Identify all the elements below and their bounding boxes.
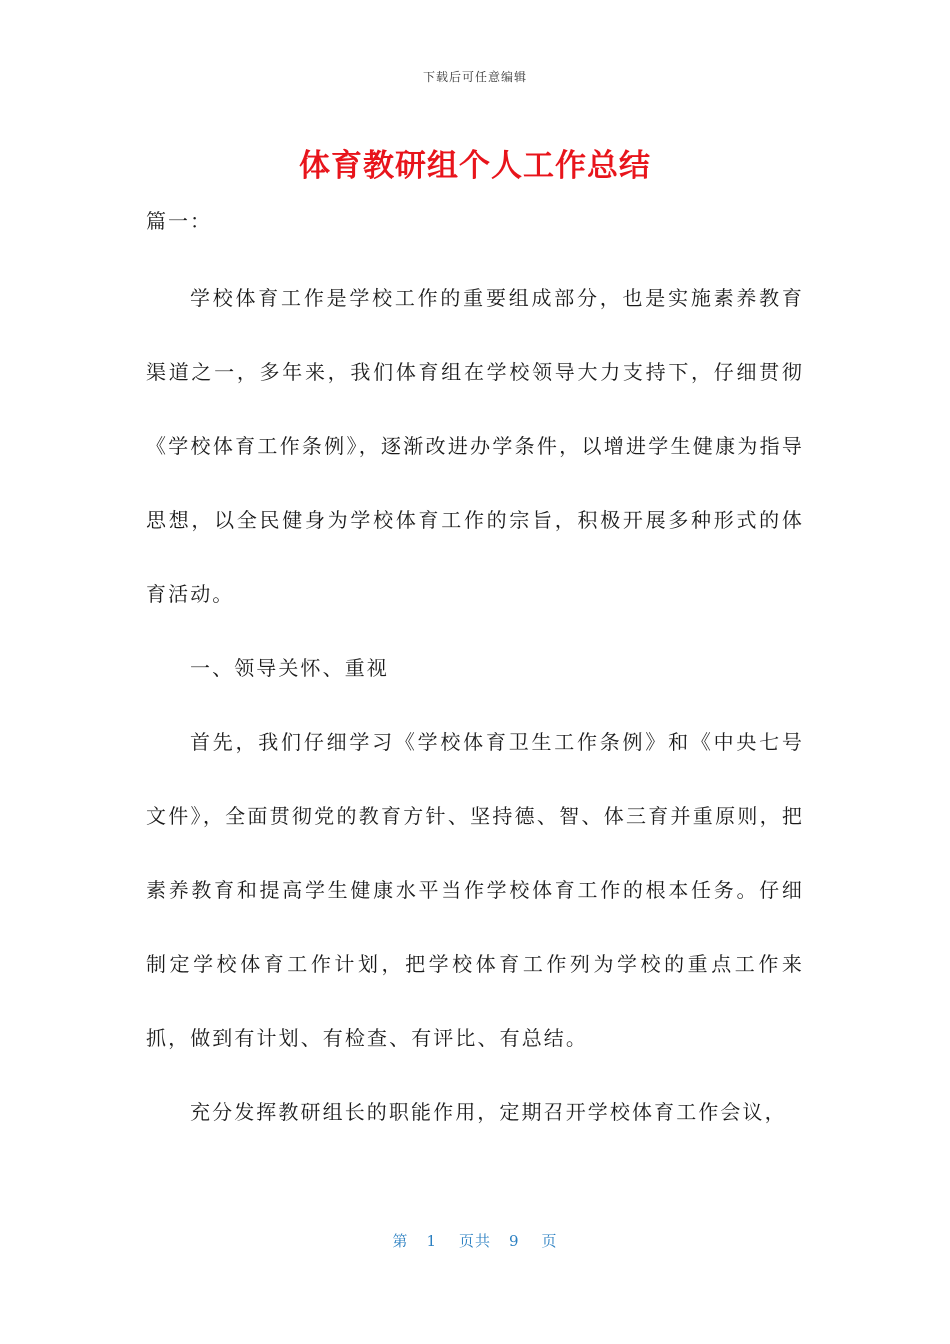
footer-current-page: 1: [426, 1232, 437, 1250]
document-title: 体育教研组个人工作总结: [299, 148, 651, 184]
header-note: 下载后可任意编辑: [422, 70, 527, 84]
footer-total-pages: 9: [509, 1232, 520, 1250]
footer-page-mid: 页共: [458, 1232, 491, 1250]
footer-page-prefix: 第: [392, 1232, 409, 1250]
paragraph-meetings: 充分发挥教研组长的职能作用，定期召开学校体育工作会议，: [190, 1100, 787, 1124]
paragraph-intro: 学校体育工作是学校工作的重要组成部分，也是实施素养教育渠道之一，多年来，我们体育组在学校领导大力支持下，仔细贯彻《学校体育工作条例》，逐渐改进办学条件，以增进学生健康为指导思想，以全民健身为学校体育工作的宗旨，积极开展多种形式的体育活动。: [146, 286, 804, 606]
footer-page-suffix: 页: [541, 1232, 558, 1250]
page-footer: [0, 1230, 950, 1251]
document-body: [146, 261, 804, 1149]
section-heading-leadership: 一、领导关怀、重视: [190, 656, 389, 680]
paragraph-study: 首先，我们仔细学习《学校体育卫生工作条例》和《中央七号文件》，全面贯彻党的教育方针、坚持德、智、体三育并重原则，把素养教育和提高学生健康水平当作学校体育工作的根本任务。仔细制定学校体育工作计划，把学校体育工作列为学校的重点工作来抓，做到有计划、有检查、有评比、有总结。: [146, 730, 804, 1050]
section-label: 篇一：: [146, 209, 212, 233]
